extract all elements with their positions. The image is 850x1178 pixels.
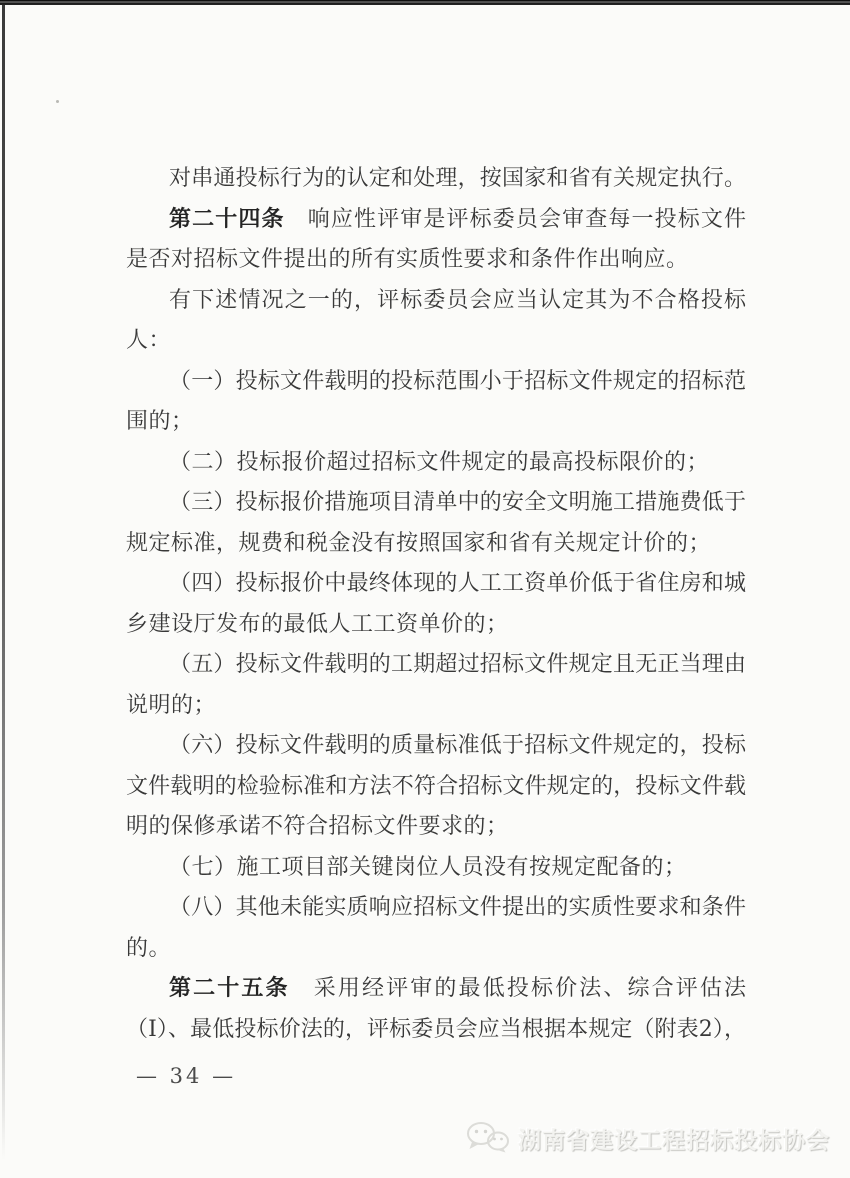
text-run: （四）投标报价中最终体现的人工工资单价低于省住房和城 — [169, 571, 746, 596]
text-line — [126, 483, 746, 524]
text-line — [126, 605, 746, 646]
text-run: 响应性评审是评标委员会审查每一投标文件 — [284, 206, 746, 232]
text-line — [126, 321, 746, 362]
scan-top-edge — [0, 0, 850, 5]
text-run: 规定标准，规费和税金没有按照国家和省有关规定计价的； — [126, 530, 712, 556]
text-run: 乡建设厅发布的最低人工工资单价的； — [126, 611, 509, 637]
text-run: 对串通投标行为的认定和处理，按国家和省有关规定执行。 — [169, 166, 746, 191]
text-line — [126, 969, 746, 1010]
text-run: 的。 — [126, 935, 172, 961]
footer-brand-text: 湖南省建设工程招标投标协会 — [518, 1127, 830, 1154]
text-line — [126, 564, 746, 605]
text-line — [126, 1010, 746, 1051]
document-body — [126, 159, 746, 1050]
article-number: 第二十四条 — [169, 206, 285, 232]
wechat-logo-icon — [465, 1121, 511, 1155]
scan-left-edge — [2, 5, 5, 1160]
text-line — [126, 929, 746, 970]
text-run: （二）投标报价超过招标文件规定的最高投标限价的； — [169, 449, 710, 475]
text-line — [126, 443, 746, 484]
text-line — [126, 807, 746, 848]
scan-speck — [56, 100, 59, 103]
text-run: 人： — [126, 328, 172, 353]
text-run: 采用经评审的最低投标价法、综合评估法 — [289, 976, 746, 1001]
text-run: 明的保修承诺不符合招标文件要求的； — [126, 814, 509, 839]
text-run: 是否对招标文件提出的所有实质性要求和条件作出响应。 — [126, 247, 689, 272]
text-run: （八）其他未能实质响应招标文件提出的实质性要求和条件 — [169, 895, 746, 920]
text-line — [126, 645, 746, 686]
text-run: 有下述情况之一的，评标委员会应当认定其为不合格投标 — [169, 287, 746, 313]
text-run: 文件载明的检验标准和方法不符合招标文件规定的，投标文件载 — [126, 773, 746, 799]
text-line — [126, 888, 746, 929]
text-run: （六）投标文件载明的质量标准低于招标文件规定的，投标 — [169, 733, 746, 758]
text-line — [126, 240, 746, 281]
text-line — [126, 524, 746, 565]
text-run: （三）投标报价措施项目清单中的安全文明施工措施费低于 — [169, 490, 746, 515]
text-line — [126, 726, 746, 767]
text-line — [126, 767, 746, 808]
text-run: 围的； — [126, 409, 194, 434]
text-run: （Ⅰ）、最低投标价法的，评标委员会应当根据本规定（附表2）， — [126, 1016, 746, 1042]
text-run: 说明的； — [126, 692, 217, 718]
text-line — [126, 402, 746, 443]
text-line — [126, 159, 746, 200]
text-run: （一）投标文件载明的投标范围小于招标文件规定的招标范 — [169, 368, 746, 394]
text-line — [126, 362, 746, 403]
text-line — [126, 848, 746, 889]
text-line — [126, 281, 746, 322]
page-number: — 34 — — [136, 1064, 237, 1088]
text-run: （五）投标文件载明的工期超过招标文件规定且无正当理由 — [169, 652, 746, 677]
article-number: 第二十五条 — [169, 976, 290, 1001]
footer-watermark — [465, 1120, 830, 1156]
text-line — [126, 200, 746, 241]
text-line — [126, 686, 746, 727]
text-run: （七）施工项目部关键岗位人员没有按规定配备的； — [169, 854, 687, 880]
